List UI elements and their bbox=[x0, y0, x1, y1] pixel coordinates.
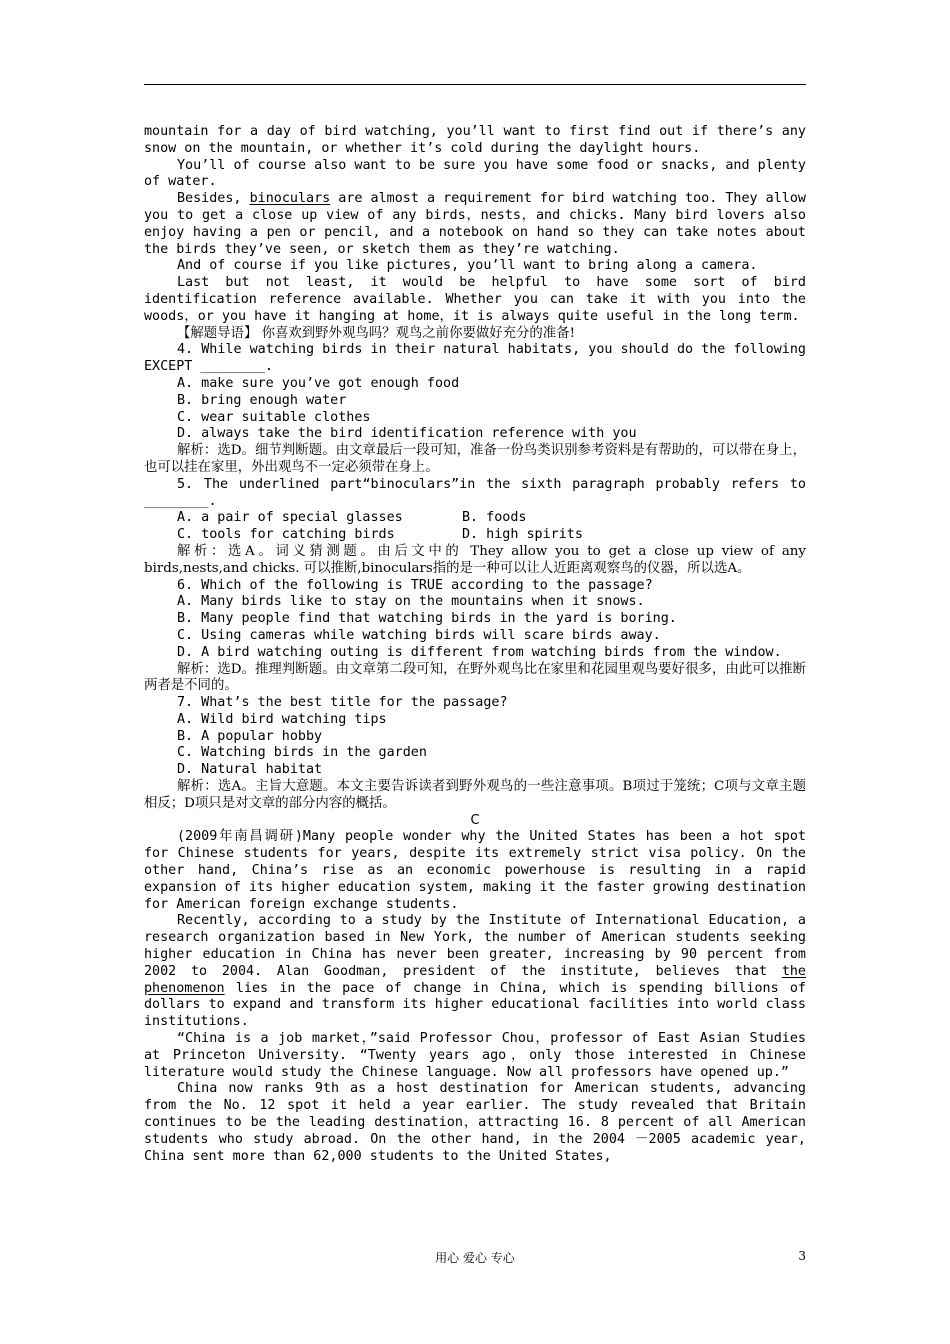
answer-analysis: 解析：选A。主旨大意题。本文主要告诉读者到野外观鸟的一些注意事项。B项过于笼统；C项与文章主题相反；D项只是对文章的部分内容的概括。 bbox=[144, 779, 806, 811]
page-footer: 用心 爱心 专心 bbox=[435, 1251, 515, 1265]
text-run: Besides, bbox=[177, 191, 250, 207]
question-option: C. wear suitable clothes bbox=[177, 409, 371, 425]
answer-analysis: 解析：选D。推理判断题。由文章第二段可知，在野外观鸟比在家里和花园里观鸟要好很多，由此可以推断两者是不同的。 bbox=[144, 661, 806, 694]
answer-analysis: 解析：选D。细节判断题。由文章最后一段可知，准备一份鸟类识别参考资料是有帮助的，可以带在身上，也可以挂在家里，外出观鸟不一定必须带在身上。 bbox=[144, 443, 806, 475]
question-stem: 5. The underlined part“binoculars”in the sixth paragraph probably refers to ________. bbox=[144, 476, 806, 509]
passage-paragraph: mountain for a day of bird watching, you’ll want to first find out if there’s any snow on the mountain, or whether it’s cold during the daylight hours. bbox=[144, 124, 806, 156]
header-rule bbox=[144, 84, 806, 85]
page-content bbox=[144, 124, 806, 1165]
text-run: lies in the pace of change in China, which is spending billions of dollars to expand and transform its higher educational facilities into world class institutions. bbox=[144, 980, 806, 1030]
question-option: A. Wild bird watching tips bbox=[177, 711, 387, 727]
question-stem: 7. What’s the best title for the passage? bbox=[177, 695, 508, 711]
passage-paragraph: You’ll of course also want to be sure you have some food or snacks, and plenty of water. bbox=[144, 157, 806, 190]
underlined-word: binoculars bbox=[249, 191, 331, 207]
question-option: C. Using cameras while watching birds will scare birds away. bbox=[177, 627, 661, 643]
question-guide: 【解题导语】 你喜欢到野外观鸟吗？观鸟之前你要做好充分的准备! bbox=[177, 325, 575, 341]
passage-paragraph bbox=[144, 191, 806, 258]
passage-paragraph: “China is a job market，”said Professor Chou，professor of East Asian Studies at Princeton University. “Twenty years ago，only those interested in Chinese literature would study the Chinese language. Now all professors have opened up.” bbox=[144, 1031, 806, 1080]
underlined-phrase: the phenomenon bbox=[144, 963, 806, 996]
question-stem: 4. While watching birds in their natural habitats, you should do the following EXCEPT ________. bbox=[144, 342, 806, 375]
question-option: D. A bird watching outing is different from watching birds from the window. bbox=[177, 644, 782, 660]
question-option: B. Many people find that watching birds in the yard is boring. bbox=[177, 611, 677, 627]
question-option: A. Many birds like to stay on the mountains when it snows. bbox=[177, 594, 645, 610]
question-option: B. A popular hobby bbox=[177, 728, 323, 744]
question-option: C. Watching birds in the garden bbox=[177, 745, 427, 761]
option-row bbox=[144, 510, 806, 527]
passage-paragraph: And of course if you like pictures, you’ll want to bring along a camera. bbox=[177, 258, 758, 274]
section-heading: C bbox=[470, 812, 480, 828]
passage-paragraph: China now ranks 9th as a host destination for American students, advancing from the No. 12 spot it held a year earlier. The study revealed that Britain continues to be the leading destination，attracting 16. 8 percent of all American students who study abroad. On the other hand, in the 2004 －2005 academic year, China sent more than 62,000 students to the United States, bbox=[144, 1081, 806, 1164]
question-option: C. tools for catching birds bbox=[177, 527, 395, 543]
option-row bbox=[144, 527, 806, 544]
question-option: B. foods bbox=[462, 510, 527, 526]
question-option: D. Natural habitat bbox=[177, 762, 323, 778]
page-number: 3 bbox=[798, 1249, 806, 1263]
question-option: B. bring enough water bbox=[177, 392, 347, 408]
answer-analysis: 解析：选A。词义猜测题。由后文中的 They allow you to get a close up view of any birds,nests,and chicks. 可以推断,binoculars指的是一种可以让人近距离观察鸟的仪器，所以选A。 bbox=[144, 543, 806, 576]
question-option: A. a pair of special glasses bbox=[177, 510, 403, 526]
question-option: D. always take the bird identification reference with you bbox=[177, 426, 637, 442]
question-stem: 6. Which of the following is TRUE according to the passage? bbox=[177, 577, 653, 593]
passage-paragraph bbox=[144, 913, 806, 1031]
question-option: D. high spirits bbox=[462, 527, 583, 543]
text-run: Recently, according to a study by the Institute of International Education, a research organization based in New York, the number of American students seeking higher education in China has never been greater, increasing by 90 percent from 2002 to 2004. Alan Goodman, president of the institute, believes that bbox=[144, 913, 806, 979]
text-run: are almost a requirement for bird watching too. They allow you to get a close up view of any birds，nests，and chicks. Many bird lovers also enjoy having a pen or pencil, and a notebook on hand so they can take notes about the birds they’ve seen, or sketch them as they’re watching. bbox=[144, 191, 806, 257]
passage-paragraph: Last but not least, it would be helpful to have some sort of bird identification reference available. Whether you can take it with you into the woods，or you have it hanging at home，it is always quite useful in the long term. bbox=[144, 275, 806, 324]
passage-paragraph: (2009年南昌调研)Many people wonder why the United States has been a hot spot for Chinese students for years, despite its extremely strict visa policy. On the other hand, China’s rise as an economic powerhouse is resulting in a rapid expansion of its higher education system, making it the faster growing destination for American foreign exchange students. bbox=[144, 829, 806, 912]
question-option: A. make sure you’ve got enough food bbox=[177, 375, 460, 391]
